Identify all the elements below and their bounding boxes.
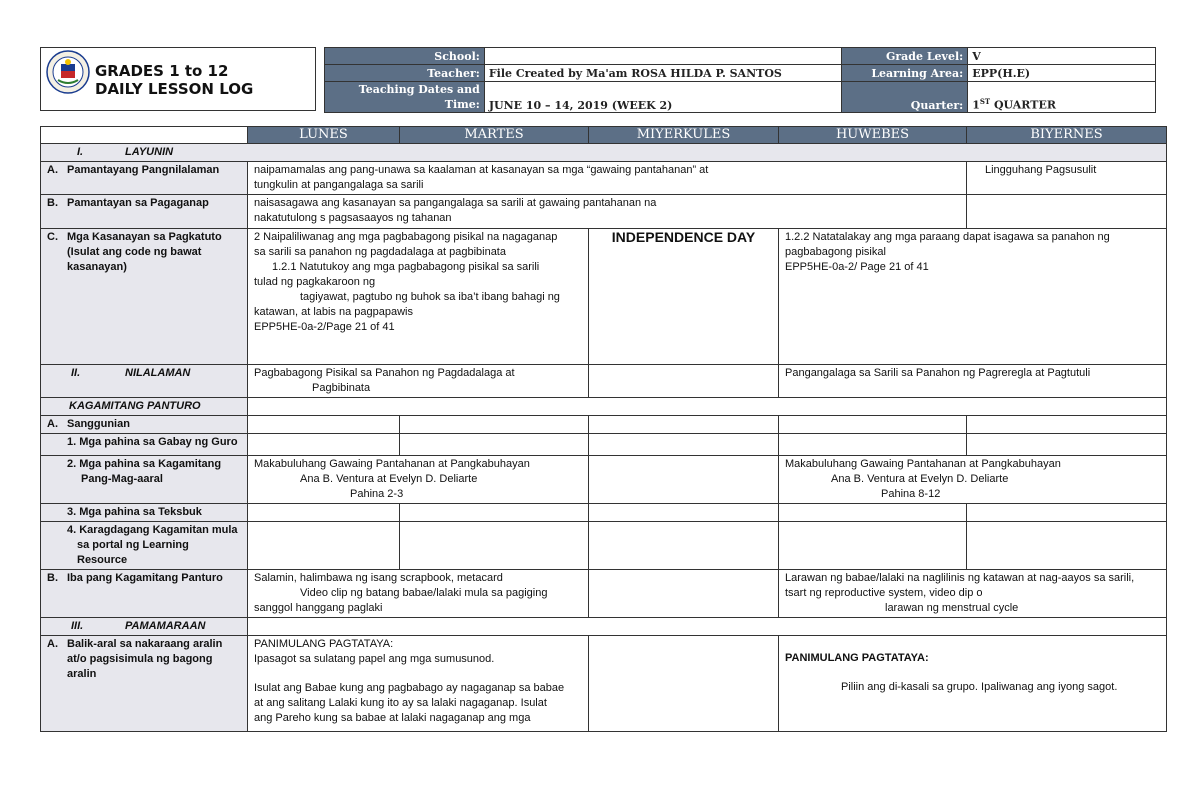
iba-pang-thu-line3: larawan ng menstrual cycle	[885, 602, 1019, 614]
teacher-value: File Created by Ma'am ROSA HILDA P. SANTOS	[484, 65, 841, 82]
cell	[589, 456, 779, 504]
quarter-value	[968, 82, 1156, 113]
kasanayan-mon-line2: sa sarili sa panahon ng pagdadalaga at pagbibinata	[254, 246, 506, 258]
kagamitan-thu-line2: Ana B. Ventura at Evelyn D. Deliarte	[831, 473, 1009, 485]
label-line3: Resource	[77, 554, 128, 566]
quarter-label: Quarter:	[842, 82, 968, 113]
cell	[400, 416, 589, 434]
row-label	[47, 523, 241, 568]
day-header-lunes: LUNES	[248, 127, 400, 144]
school-label: School:	[325, 48, 485, 65]
section-num: II.	[71, 367, 81, 379]
row-pamantayang	[41, 162, 1167, 195]
balik-aral-mon-line3: Isulat ang Babae kung ang pagbabago ay nagaganap sa babae	[254, 682, 565, 694]
balik-aral-mon-line4: at ang salitang Lalaki kung ito ay sa lalaki nagaganap. Isulat	[254, 697, 547, 709]
balik-aral-thu-line1: PANIMULANG PAGTATAYA:	[785, 652, 929, 664]
cell	[779, 416, 967, 434]
kasanayan-thu-line2: pagbabagong pisikal	[785, 246, 886, 258]
spacer	[785, 666, 1160, 680]
balik-aral-mon-line2: Ipasagot sa sulatang papel ang mga sumusunod.	[254, 653, 495, 665]
iba-pang-thu-line1: Larawan ng babae/lalaki na naglilinis ng katawan at nag-aayos sa sarili,	[785, 572, 1135, 584]
row-letter: B.	[47, 197, 58, 209]
teacher-label: Teacher:	[325, 65, 485, 82]
pagaganap-content	[248, 195, 967, 229]
info-table	[324, 47, 1156, 113]
kagamitang-empty	[248, 398, 1167, 416]
pagaganap-text2: nakatutulong s pagsasaayos ng tahanan	[254, 212, 452, 224]
row-balik-aral	[41, 636, 1167, 732]
row-nilalaman	[41, 365, 1167, 398]
cell	[967, 434, 1167, 456]
row-label: 1. Mga pahina sa Gabay ng Guro	[67, 436, 238, 448]
iba-pang-mon-line1: Salamin, halimbawa ng isang scrapbook, metacard	[254, 572, 503, 584]
label-line3: kasanayan)	[67, 261, 127, 273]
row-label-kasanayan	[41, 229, 248, 365]
row-label-gabay	[41, 434, 248, 456]
pagaganap-text1: naisasagawa ang kasanayan sa pangangalaga sa sarili at gawaing pantahanan na	[254, 197, 657, 209]
kasanayan-mon-line5: tagiyawat, pagtubo ng buhok sa iba’t ibang bahagi ng	[300, 291, 560, 303]
row-label	[67, 230, 222, 275]
kasanayan-thursday	[779, 229, 1167, 365]
cell	[967, 416, 1167, 434]
row-label-pagaganap	[41, 195, 248, 229]
cell	[589, 570, 779, 618]
kasanayan-monday	[248, 229, 589, 365]
row-sanggunian	[41, 416, 1167, 434]
label-line2: (Isulat ang code ng bawat	[67, 246, 202, 258]
lesson-log-table	[40, 126, 1167, 732]
row-pagaganap	[41, 195, 1167, 229]
row-label-pamantayang	[41, 162, 248, 195]
pamamaraan-empty	[248, 618, 1167, 636]
balik-aral-monday	[248, 636, 589, 732]
row-label-teksbuk	[41, 504, 248, 522]
row-letter: A.	[47, 418, 58, 430]
kasanayan-mon-line3: 1.2.1 Natutukoy ang mga pagbabagong pisikal sa sarili	[272, 261, 540, 273]
iba-pang-mon-line2: Video clip ng batang babae/lalaki mula sa pagiging	[300, 587, 548, 599]
kagamitan-thu-line3: Pahina 8-12	[881, 488, 941, 500]
day-header-miyerkules: MIYERKULES	[589, 127, 779, 144]
nilalaman-mon-line1: Pagbabagong Pisikal sa Panahon ng Pagdadalaga at	[254, 367, 515, 379]
cell	[589, 522, 779, 570]
nilalaman-mon-line2: Pagbibinata	[312, 382, 371, 394]
nilalaman-monday	[248, 365, 589, 398]
cell	[400, 504, 589, 522]
iba-pang-monday	[248, 570, 589, 618]
row-kasanayan	[41, 229, 1167, 365]
label-line1: Mga Kasanayan sa Pagkatuto	[67, 231, 222, 243]
nilalaman-thursday: Pangangalaga sa Sarili sa Panahon ng Pagreregla at Pagtutuli	[779, 365, 1167, 398]
row-kagamitan-mag-aaral	[41, 456, 1167, 504]
teaching-dates-value: JUNE 10 – 14, 2019 (WEEK 2)	[484, 82, 841, 113]
iba-pang-thu-line2: tsart ng reproductive system, video dip o	[785, 587, 983, 599]
cell	[248, 504, 400, 522]
label-line2: sa portal ng Learning	[77, 539, 189, 551]
cell	[589, 434, 779, 456]
kasanayan-thu-line3: EPP5HE-0a-2/ Page 21 of 41	[785, 261, 929, 273]
grade-level-label: Grade Level:	[842, 48, 968, 65]
learning-area-value: EPP(H.E)	[968, 65, 1156, 82]
page-title-line1: GRADES 1 to 12	[95, 62, 229, 80]
row-label-nilalaman	[41, 365, 248, 398]
row-letter: B.	[47, 572, 58, 584]
school-value	[484, 48, 841, 65]
pamantayang-content	[248, 162, 967, 195]
nilalaman-wednesday	[589, 365, 779, 398]
kasanayan-mon-line4: tulad ng pagkakaroon ng	[254, 276, 376, 288]
balik-aral-thursday	[779, 636, 1167, 732]
row-label: Pamantayan sa Pagaganap	[67, 197, 209, 209]
row-label-balik-aral	[41, 636, 248, 732]
quarter-sup: ST	[979, 97, 991, 107]
day-header-blank	[41, 127, 248, 144]
row-label	[47, 457, 241, 487]
row-teksbuk	[41, 504, 1167, 522]
kagamitan-thursday	[779, 456, 1167, 504]
learning-area-label: Learning Area:	[842, 65, 968, 82]
cell	[779, 434, 967, 456]
independence-day-label: INDEPENDENCE DAY	[589, 229, 779, 365]
row-label	[67, 637, 222, 682]
balik-aral-mon-line1: PANIMULANG PAGTATAYA:	[254, 638, 394, 650]
row-label: Pamantayang Pangnilalaman	[67, 164, 220, 176]
pamantayang-text2: tungkulin at pangangalaga sa sarili	[254, 179, 424, 191]
iba-pang-thursday	[779, 570, 1167, 618]
cell	[967, 504, 1167, 522]
section-num: I.	[77, 146, 84, 158]
page-title-line2: DAILY LESSON LOG	[95, 80, 254, 98]
row-label-sanggunian	[41, 416, 248, 434]
row-gabay	[41, 434, 1167, 456]
kasanayan-mon-line7: EPP5HE-0a-2/Page 21 of 41	[254, 321, 395, 333]
label-line3: aralin	[67, 668, 97, 680]
iba-pang-mon-line3: sanggol hanggang paglaki	[254, 602, 383, 614]
label-line1: 4. Karagdagang Kagamitan mula	[67, 524, 238, 536]
kasanayan-mon-line6: katawan, at labis na pagpapawis	[254, 306, 413, 318]
cell	[248, 434, 400, 456]
cell	[779, 522, 967, 570]
quarter-num: 1	[972, 99, 980, 112]
row-label: Iba pang Kagamitang Panturo	[67, 572, 223, 584]
row-kagamitang	[41, 398, 1167, 416]
label-line1: Balik-aral sa nakaraang aralin	[67, 638, 223, 650]
kagamitan-monday	[248, 456, 589, 504]
cell	[967, 522, 1167, 570]
day-header-martes: MARTES	[400, 127, 589, 144]
teaching-dates-label-line1: Teaching Dates and	[358, 83, 480, 96]
row-label: Sanggunian	[67, 418, 130, 430]
label-line2: Pang-Mag-aaral	[81, 473, 163, 485]
cell	[248, 522, 400, 570]
cell	[589, 504, 779, 522]
section-label: NILALAMAN	[125, 367, 191, 379]
kagamitan-mon-line2: Ana B. Ventura at Evelyn D. Deliarte	[300, 473, 478, 485]
pagaganap-friday	[967, 195, 1167, 229]
row-label-iba-pang	[41, 570, 248, 618]
spacer	[785, 637, 1160, 651]
day-header-biyernes: BIYERNES	[967, 127, 1167, 144]
kagamitan-mon-line1: Makabuluhang Gawaing Pantahanan at Pangkabuhayan	[254, 458, 530, 470]
cell	[248, 416, 400, 434]
kagamitan-thu-line1: Makabuluhang Gawaing Pantahanan at Pangkabuhayan	[785, 458, 1061, 470]
section-label: KAGAMITANG PANTURO	[69, 400, 201, 412]
cell	[400, 434, 589, 456]
pamantayang-text1: naipamamalas ang pang-unawa sa kaalaman at kasanayan sa mga “gawaing pantahanan” at	[254, 164, 709, 176]
spacer	[254, 667, 582, 681]
cell	[400, 522, 589, 570]
teaching-dates-label-line2: Time:	[444, 98, 480, 111]
row-iba-pang	[41, 570, 1167, 618]
section-layunin	[41, 144, 1167, 162]
kasanayan-mon-line1: 2 Naipaliliwanag ang mga pagbabagong pisikal na nagaganap	[254, 231, 558, 243]
row-label-kagamitan-mag-aaral	[41, 456, 248, 504]
row-label: 3. Mga pahina sa Teksbuk	[67, 506, 202, 518]
row-karagdagang	[41, 522, 1167, 570]
row-label-kagamitang	[41, 398, 248, 416]
kasanayan-thu-line1: 1.2.2 Natatalakay ang mga paraang dapat isagawa sa panahon ng	[785, 231, 1110, 243]
row-letter: C.	[47, 231, 58, 243]
row-letter: A.	[47, 164, 58, 176]
label-line1: 2. Mga pahina sa Kagamitang	[67, 458, 222, 470]
section-num: III.	[71, 620, 84, 632]
row-label-pamamaraan	[41, 618, 248, 636]
cell	[589, 636, 779, 732]
row-layunin	[41, 144, 1167, 162]
quarter-rest: QUARTER	[990, 99, 1056, 112]
deped-seal-logo	[46, 50, 90, 94]
section-label: LAYUNIN	[125, 146, 174, 158]
teaching-dates-label	[325, 82, 485, 113]
cell	[589, 416, 779, 434]
balik-aral-mon-line5: ang Pareho kung sa babae at lalaki nagaganap ang mga	[254, 712, 531, 724]
balik-aral-thu-line2: Piliin ang di-kasali sa grupo. Ipaliwanag ang iyong sagot.	[841, 681, 1118, 693]
label-line2: at/o pagsisimula ng bagong	[67, 653, 213, 665]
row-pamamaraan	[41, 618, 1167, 636]
section-label: PAMAMARAAN	[125, 620, 206, 632]
row-label-karagdagang	[41, 522, 248, 570]
row-letter: A.	[47, 638, 58, 650]
cell	[779, 504, 967, 522]
kagamitan-mon-line3: Pahina 2-3	[350, 488, 404, 500]
grade-level-value: V	[968, 48, 1156, 65]
pamantayang-friday: Lingguhang Pagsusulit	[967, 162, 1167, 195]
day-header-huwebes: HUWEBES	[779, 127, 967, 144]
